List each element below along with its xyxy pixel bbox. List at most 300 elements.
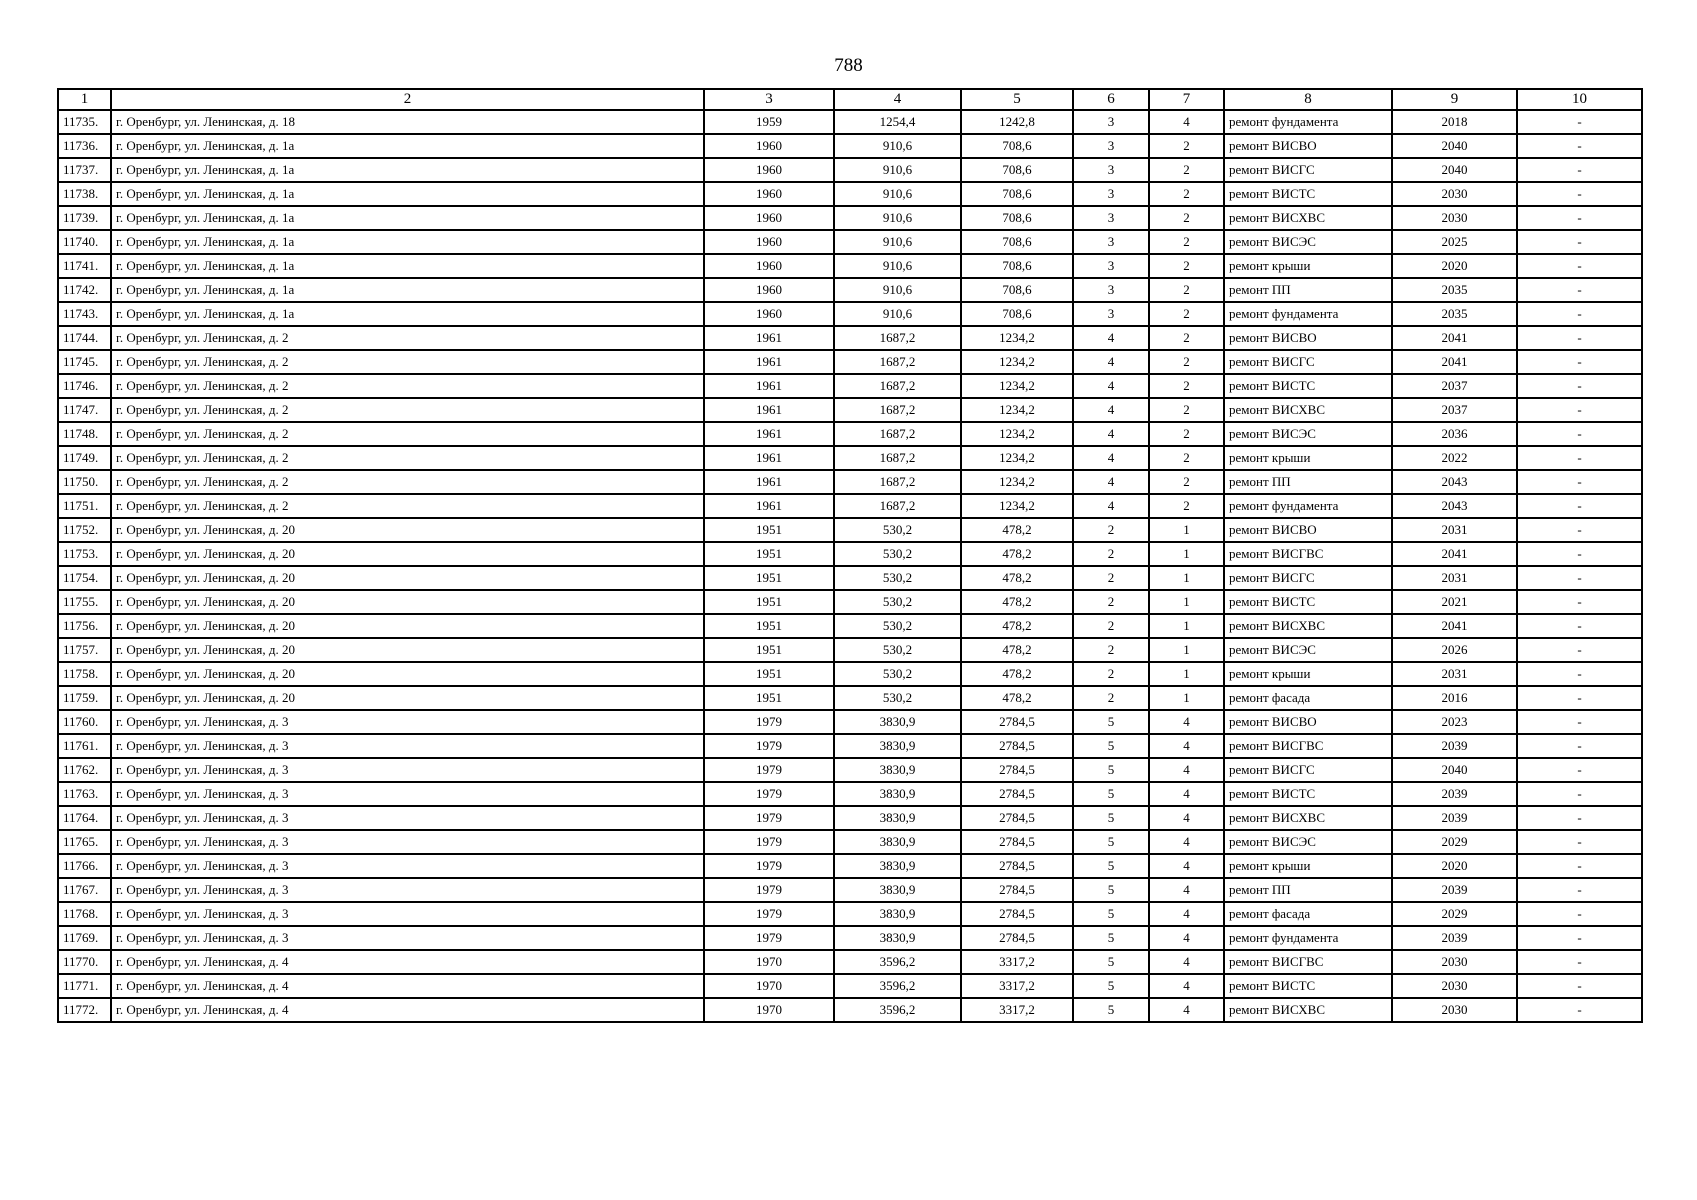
total-area-cell: 910,6 <box>834 158 961 182</box>
total-area-cell: 1687,2 <box>834 422 961 446</box>
table-row <box>58 614 1642 638</box>
address-cell: г. Оренбург, ул. Ленинская, д. 20 <box>111 542 704 566</box>
entrances-cell: 2 <box>1149 158 1224 182</box>
floors-cell: 4 <box>1073 422 1149 446</box>
work-type-cell: ремонт ВИСЭС <box>1224 830 1392 854</box>
planned-year-cell: 2040 <box>1392 158 1517 182</box>
address-cell: г. Оренбург, ул. Ленинская, д. 2 <box>111 494 704 518</box>
note-cell: - <box>1517 542 1642 566</box>
floors-cell: 4 <box>1073 494 1149 518</box>
note-cell: - <box>1517 638 1642 662</box>
total-area-cell: 3830,9 <box>834 878 961 902</box>
entrances-cell: 2 <box>1149 374 1224 398</box>
total-area-cell: 1687,2 <box>834 350 961 374</box>
note-cell: - <box>1517 374 1642 398</box>
living-area-cell: 478,2 <box>961 518 1073 542</box>
total-area-cell: 530,2 <box>834 614 961 638</box>
note-cell: - <box>1517 614 1642 638</box>
planned-year-cell: 2041 <box>1392 614 1517 638</box>
row-number: 11762. <box>58 758 111 782</box>
work-type-cell: ремонт ВИСТС <box>1224 182 1392 206</box>
table-row <box>58 206 1642 230</box>
table-row <box>58 374 1642 398</box>
planned-year-cell: 2023 <box>1392 710 1517 734</box>
planned-year-cell: 2037 <box>1392 398 1517 422</box>
total-area-cell: 1687,2 <box>834 446 961 470</box>
address-cell: г. Оренбург, ул. Ленинская, д. 1а <box>111 206 704 230</box>
table-row <box>58 998 1642 1022</box>
planned-year-cell: 2031 <box>1392 518 1517 542</box>
note-cell: - <box>1517 110 1642 134</box>
note-cell: - <box>1517 974 1642 998</box>
living-area-cell: 478,2 <box>961 614 1073 638</box>
floors-cell: 5 <box>1073 854 1149 878</box>
planned-year-cell: 2030 <box>1392 182 1517 206</box>
note-cell: - <box>1517 854 1642 878</box>
year-cell: 1951 <box>704 662 834 686</box>
floors-cell: 4 <box>1073 446 1149 470</box>
row-number: 11747. <box>58 398 111 422</box>
planned-year-cell: 2026 <box>1392 638 1517 662</box>
note-cell: - <box>1517 326 1642 350</box>
table-row <box>58 278 1642 302</box>
row-number: 11740. <box>58 230 111 254</box>
entrances-cell: 4 <box>1149 926 1224 950</box>
floors-cell: 2 <box>1073 686 1149 710</box>
living-area-cell: 1242,8 <box>961 110 1073 134</box>
work-type-cell: ремонт ВИСГС <box>1224 158 1392 182</box>
row-number: 11742. <box>58 278 111 302</box>
year-cell: 1979 <box>704 878 834 902</box>
work-type-cell: ремонт фасада <box>1224 686 1392 710</box>
year-cell: 1961 <box>704 494 834 518</box>
note-cell: - <box>1517 710 1642 734</box>
total-area-cell: 1687,2 <box>834 374 961 398</box>
planned-year-cell: 2030 <box>1392 206 1517 230</box>
entrances-cell: 2 <box>1149 302 1224 326</box>
floors-cell: 3 <box>1073 302 1149 326</box>
work-type-cell: ремонт ВИСХВС <box>1224 206 1392 230</box>
row-number: 11741. <box>58 254 111 278</box>
living-area-cell: 1234,2 <box>961 446 1073 470</box>
entrances-cell: 1 <box>1149 614 1224 638</box>
total-area-cell: 3830,9 <box>834 854 961 878</box>
living-area-cell: 478,2 <box>961 566 1073 590</box>
column-header: 10 <box>1517 89 1642 110</box>
year-cell: 1960 <box>704 206 834 230</box>
entrances-cell: 1 <box>1149 686 1224 710</box>
year-cell: 1979 <box>704 830 834 854</box>
row-number: 11736. <box>58 134 111 158</box>
note-cell: - <box>1517 398 1642 422</box>
year-cell: 1960 <box>704 134 834 158</box>
address-cell: г. Оренбург, ул. Ленинская, д. 3 <box>111 902 704 926</box>
note-cell: - <box>1517 518 1642 542</box>
note-cell: - <box>1517 494 1642 518</box>
total-area-cell: 910,6 <box>834 206 961 230</box>
address-cell: г. Оренбург, ул. Ленинская, д. 2 <box>111 398 704 422</box>
living-area-cell: 2784,5 <box>961 830 1073 854</box>
year-cell: 1951 <box>704 614 834 638</box>
address-cell: г. Оренбург, ул. Ленинская, д. 3 <box>111 782 704 806</box>
living-area-cell: 2784,5 <box>961 710 1073 734</box>
year-cell: 1960 <box>704 182 834 206</box>
row-number: 11766. <box>58 854 111 878</box>
entrances-cell: 4 <box>1149 734 1224 758</box>
work-type-cell: ремонт ВИСТС <box>1224 782 1392 806</box>
year-cell: 1960 <box>704 158 834 182</box>
address-cell: г. Оренбург, ул. Ленинская, д. 20 <box>111 614 704 638</box>
planned-year-cell: 2030 <box>1392 974 1517 998</box>
planned-year-cell: 2018 <box>1392 110 1517 134</box>
row-number: 11765. <box>58 830 111 854</box>
row-number: 11757. <box>58 638 111 662</box>
floors-cell: 2 <box>1073 662 1149 686</box>
entrances-cell: 4 <box>1149 806 1224 830</box>
row-number: 11743. <box>58 302 111 326</box>
planned-year-cell: 2020 <box>1392 854 1517 878</box>
table-row <box>58 470 1642 494</box>
note-cell: - <box>1517 830 1642 854</box>
living-area-cell: 478,2 <box>961 542 1073 566</box>
row-number: 11758. <box>58 662 111 686</box>
table-row <box>58 782 1642 806</box>
address-cell: г. Оренбург, ул. Ленинская, д. 2 <box>111 422 704 446</box>
entrances-cell: 4 <box>1149 110 1224 134</box>
table-row <box>58 494 1642 518</box>
row-number: 11755. <box>58 590 111 614</box>
floors-cell: 2 <box>1073 518 1149 542</box>
year-cell: 1979 <box>704 734 834 758</box>
entrances-cell: 2 <box>1149 422 1224 446</box>
year-cell: 1961 <box>704 470 834 494</box>
living-area-cell: 1234,2 <box>961 494 1073 518</box>
address-cell: г. Оренбург, ул. Ленинская, д. 20 <box>111 638 704 662</box>
total-area-cell: 530,2 <box>834 662 961 686</box>
floors-cell: 5 <box>1073 998 1149 1022</box>
work-type-cell: ремонт фасада <box>1224 902 1392 926</box>
address-cell: г. Оренбург, ул. Ленинская, д. 20 <box>111 686 704 710</box>
year-cell: 1960 <box>704 230 834 254</box>
work-type-cell: ремонт ВИСГС <box>1224 566 1392 590</box>
floors-cell: 5 <box>1073 710 1149 734</box>
floors-cell: 3 <box>1073 278 1149 302</box>
entrances-cell: 4 <box>1149 830 1224 854</box>
year-cell: 1979 <box>704 926 834 950</box>
entrances-cell: 2 <box>1149 398 1224 422</box>
floors-cell: 5 <box>1073 806 1149 830</box>
note-cell: - <box>1517 446 1642 470</box>
address-cell: г. Оренбург, ул. Ленинская, д. 1а <box>111 278 704 302</box>
total-area-cell: 3596,2 <box>834 974 961 998</box>
entrances-cell: 4 <box>1149 758 1224 782</box>
living-area-cell: 708,6 <box>961 206 1073 230</box>
address-cell: г. Оренбург, ул. Ленинская, д. 2 <box>111 326 704 350</box>
work-type-cell: ремонт ВИСВО <box>1224 518 1392 542</box>
row-number: 11744. <box>58 326 111 350</box>
total-area-cell: 3830,9 <box>834 782 961 806</box>
floors-cell: 3 <box>1073 182 1149 206</box>
entrances-cell: 1 <box>1149 662 1224 686</box>
entrances-cell: 4 <box>1149 950 1224 974</box>
address-cell: г. Оренбург, ул. Ленинская, д. 3 <box>111 806 704 830</box>
floors-cell: 3 <box>1073 206 1149 230</box>
living-area-cell: 478,2 <box>961 590 1073 614</box>
entrances-cell: 1 <box>1149 638 1224 662</box>
planned-year-cell: 2043 <box>1392 494 1517 518</box>
work-type-cell: ремонт крыши <box>1224 446 1392 470</box>
total-area-cell: 1687,2 <box>834 494 961 518</box>
table-row <box>58 326 1642 350</box>
year-cell: 1970 <box>704 950 834 974</box>
work-type-cell: ремонт ВИСГС <box>1224 350 1392 374</box>
living-area-cell: 708,6 <box>961 134 1073 158</box>
work-type-cell: ремонт ВИСТС <box>1224 374 1392 398</box>
note-cell: - <box>1517 206 1642 230</box>
total-area-cell: 1687,2 <box>834 326 961 350</box>
address-cell: г. Оренбург, ул. Ленинская, д. 3 <box>111 854 704 878</box>
note-cell: - <box>1517 566 1642 590</box>
year-cell: 1951 <box>704 686 834 710</box>
total-area-cell: 1687,2 <box>834 470 961 494</box>
planned-year-cell: 2031 <box>1392 662 1517 686</box>
floors-cell: 3 <box>1073 254 1149 278</box>
floors-cell: 5 <box>1073 734 1149 758</box>
total-area-cell: 910,6 <box>834 278 961 302</box>
total-area-cell: 3830,9 <box>834 806 961 830</box>
year-cell: 1951 <box>704 542 834 566</box>
total-area-cell: 910,6 <box>834 254 961 278</box>
planned-year-cell: 2043 <box>1392 470 1517 494</box>
note-cell: - <box>1517 806 1642 830</box>
note-cell: - <box>1517 950 1642 974</box>
living-area-cell: 708,6 <box>961 278 1073 302</box>
total-area-cell: 530,2 <box>834 590 961 614</box>
entrances-cell: 2 <box>1149 446 1224 470</box>
column-header: 6 <box>1073 89 1149 110</box>
address-cell: г. Оренбург, ул. Ленинская, д. 1а <box>111 230 704 254</box>
living-area-cell: 3317,2 <box>961 998 1073 1022</box>
table-row <box>58 302 1642 326</box>
year-cell: 1960 <box>704 278 834 302</box>
planned-year-cell: 2039 <box>1392 734 1517 758</box>
year-cell: 1979 <box>704 902 834 926</box>
address-cell: г. Оренбург, ул. Ленинская, д. 2 <box>111 350 704 374</box>
row-number: 11761. <box>58 734 111 758</box>
work-type-cell: ремонт крыши <box>1224 254 1392 278</box>
table-row <box>58 974 1642 998</box>
year-cell: 1961 <box>704 446 834 470</box>
living-area-cell: 1234,2 <box>961 374 1073 398</box>
living-area-cell: 478,2 <box>961 686 1073 710</box>
living-area-cell: 2784,5 <box>961 854 1073 878</box>
entrances-cell: 2 <box>1149 206 1224 230</box>
page-number: 788 <box>834 55 863 76</box>
year-cell: 1961 <box>704 422 834 446</box>
year-cell: 1979 <box>704 782 834 806</box>
note-cell: - <box>1517 182 1642 206</box>
note-cell: - <box>1517 470 1642 494</box>
year-cell: 1970 <box>704 998 834 1022</box>
work-type-cell: ремонт ВИСЭС <box>1224 230 1392 254</box>
row-number: 11770. <box>58 950 111 974</box>
floors-cell: 5 <box>1073 830 1149 854</box>
year-cell: 1970 <box>704 974 834 998</box>
column-header: 1 <box>58 89 111 110</box>
row-number: 11771. <box>58 974 111 998</box>
living-area-cell: 708,6 <box>961 230 1073 254</box>
entrances-cell: 2 <box>1149 230 1224 254</box>
entrances-cell: 4 <box>1149 998 1224 1022</box>
planned-year-cell: 2041 <box>1392 350 1517 374</box>
header-row <box>58 89 1642 110</box>
floors-cell: 5 <box>1073 974 1149 998</box>
planned-year-cell: 2040 <box>1392 134 1517 158</box>
row-number: 11745. <box>58 350 111 374</box>
total-area-cell: 530,2 <box>834 542 961 566</box>
table-row <box>58 758 1642 782</box>
floors-cell: 2 <box>1073 590 1149 614</box>
planned-year-cell: 2035 <box>1392 302 1517 326</box>
floors-cell: 5 <box>1073 782 1149 806</box>
address-cell: г. Оренбург, ул. Ленинская, д. 3 <box>111 878 704 902</box>
address-cell: г. Оренбург, ул. Ленинская, д. 1а <box>111 254 704 278</box>
address-cell: г. Оренбург, ул. Ленинская, д. 2 <box>111 374 704 398</box>
note-cell: - <box>1517 758 1642 782</box>
planned-year-cell: 2039 <box>1392 878 1517 902</box>
year-cell: 1951 <box>704 590 834 614</box>
table-body <box>58 110 1642 1022</box>
work-type-cell: ремонт ВИСТС <box>1224 590 1392 614</box>
table-row <box>58 830 1642 854</box>
living-area-cell: 2784,5 <box>961 902 1073 926</box>
planned-year-cell: 2037 <box>1392 374 1517 398</box>
living-area-cell: 1234,2 <box>961 326 1073 350</box>
planned-year-cell: 2029 <box>1392 902 1517 926</box>
floors-cell: 3 <box>1073 230 1149 254</box>
address-cell: г. Оренбург, ул. Ленинская, д. 1а <box>111 182 704 206</box>
note-cell: - <box>1517 422 1642 446</box>
year-cell: 1960 <box>704 254 834 278</box>
work-type-cell: ремонт ПП <box>1224 470 1392 494</box>
work-type-cell: ремонт фундамента <box>1224 926 1392 950</box>
floors-cell: 5 <box>1073 926 1149 950</box>
planned-year-cell: 2041 <box>1392 326 1517 350</box>
floors-cell: 3 <box>1073 134 1149 158</box>
work-type-cell: ремонт ВИСГС <box>1224 758 1392 782</box>
note-cell: - <box>1517 686 1642 710</box>
entrances-cell: 2 <box>1149 494 1224 518</box>
table-row <box>58 806 1642 830</box>
total-area-cell: 530,2 <box>834 566 961 590</box>
note-cell: - <box>1517 302 1642 326</box>
living-area-cell: 3317,2 <box>961 974 1073 998</box>
total-area-cell: 910,6 <box>834 134 961 158</box>
row-number: 11748. <box>58 422 111 446</box>
row-number: 11759. <box>58 686 111 710</box>
total-area-cell: 1254,4 <box>834 110 961 134</box>
work-type-cell: ремонт ВИСГВС <box>1224 734 1392 758</box>
address-cell: г. Оренбург, ул. Ленинская, д. 20 <box>111 518 704 542</box>
work-type-cell: ремонт крыши <box>1224 854 1392 878</box>
planned-year-cell: 2016 <box>1392 686 1517 710</box>
work-type-cell: ремонт ВИСХВС <box>1224 398 1392 422</box>
address-cell: г. Оренбург, ул. Ленинская, д. 3 <box>111 926 704 950</box>
planned-year-cell: 2022 <box>1392 446 1517 470</box>
living-area-cell: 3317,2 <box>961 950 1073 974</box>
table-row <box>58 182 1642 206</box>
entrances-cell: 1 <box>1149 518 1224 542</box>
table-row <box>58 542 1642 566</box>
total-area-cell: 3830,9 <box>834 758 961 782</box>
address-cell: г. Оренбург, ул. Ленинская, д. 1а <box>111 302 704 326</box>
row-number: 11763. <box>58 782 111 806</box>
column-header: 4 <box>834 89 961 110</box>
total-area-cell: 530,2 <box>834 638 961 662</box>
address-cell: г. Оренбург, ул. Ленинская, д. 1а <box>111 134 704 158</box>
address-cell: г. Оренбург, ул. Ленинская, д. 20 <box>111 566 704 590</box>
work-type-cell: ремонт ВИСТС <box>1224 974 1392 998</box>
table-row <box>58 734 1642 758</box>
row-number: 11749. <box>58 446 111 470</box>
floors-cell: 4 <box>1073 326 1149 350</box>
year-cell: 1961 <box>704 398 834 422</box>
table-row <box>58 254 1642 278</box>
row-number: 11752. <box>58 518 111 542</box>
address-cell: г. Оренбург, ул. Ленинская, д. 3 <box>111 758 704 782</box>
work-type-cell: ремонт фундамента <box>1224 110 1392 134</box>
address-cell: г. Оренбург, ул. Ленинская, д. 4 <box>111 998 704 1022</box>
table-row <box>58 110 1642 134</box>
total-area-cell: 3830,9 <box>834 902 961 926</box>
floors-cell: 4 <box>1073 350 1149 374</box>
planned-year-cell: 2021 <box>1392 590 1517 614</box>
entrances-cell: 1 <box>1149 590 1224 614</box>
address-cell: г. Оренбург, ул. Ленинская, д. 4 <box>111 950 704 974</box>
entrances-cell: 4 <box>1149 782 1224 806</box>
entrances-cell: 1 <box>1149 566 1224 590</box>
total-area-cell: 910,6 <box>834 302 961 326</box>
work-type-cell: ремонт ВИСЭС <box>1224 638 1392 662</box>
entrances-cell: 4 <box>1149 974 1224 998</box>
floors-cell: 2 <box>1073 566 1149 590</box>
work-type-cell: ремонт ВИСХВС <box>1224 998 1392 1022</box>
entrances-cell: 2 <box>1149 254 1224 278</box>
note-cell: - <box>1517 782 1642 806</box>
entrances-cell: 2 <box>1149 350 1224 374</box>
total-area-cell: 3830,9 <box>834 926 961 950</box>
table-row <box>58 398 1642 422</box>
living-area-cell: 478,2 <box>961 638 1073 662</box>
total-area-cell: 530,2 <box>834 518 961 542</box>
note-cell: - <box>1517 734 1642 758</box>
floors-cell: 4 <box>1073 374 1149 398</box>
total-area-cell: 1687,2 <box>834 398 961 422</box>
entrances-cell: 4 <box>1149 878 1224 902</box>
year-cell: 1951 <box>704 518 834 542</box>
note-cell: - <box>1517 230 1642 254</box>
planned-year-cell: 2039 <box>1392 926 1517 950</box>
column-header: 3 <box>704 89 834 110</box>
living-area-cell: 1234,2 <box>961 398 1073 422</box>
address-cell: г. Оренбург, ул. Ленинская, д. 20 <box>111 590 704 614</box>
entrances-cell: 2 <box>1149 134 1224 158</box>
work-type-cell: ремонт ВИСВО <box>1224 326 1392 350</box>
row-number: 11768. <box>58 902 111 926</box>
row-number: 11753. <box>58 542 111 566</box>
address-cell: г. Оренбург, ул. Ленинская, д. 2 <box>111 446 704 470</box>
table-row <box>58 158 1642 182</box>
